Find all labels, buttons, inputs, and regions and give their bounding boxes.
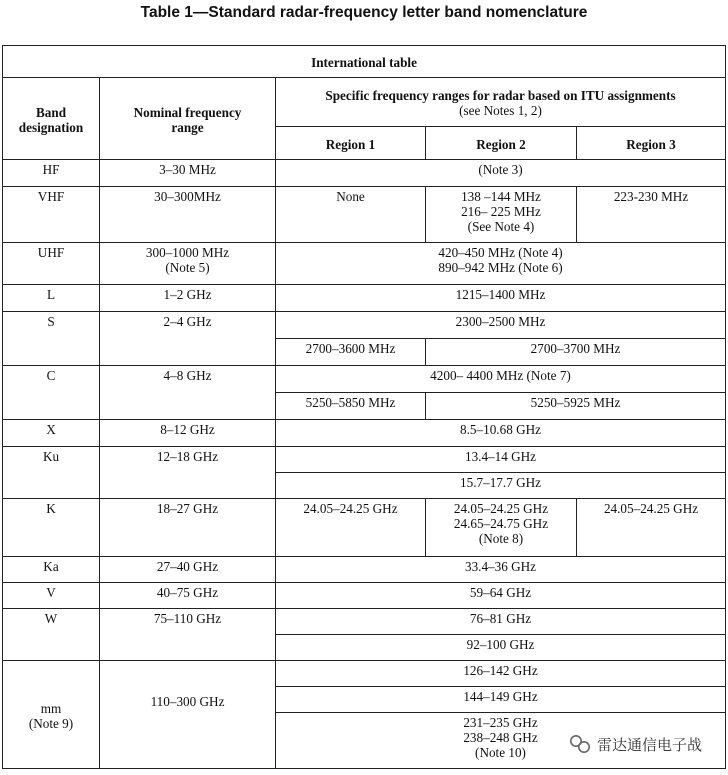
band-cell: VHF [3, 187, 100, 243]
region-1-cell: 2700–3600 MHz [276, 339, 426, 366]
nominal-cell: 75–110 GHz [100, 609, 276, 661]
region-2-header: Region 2 [426, 127, 577, 160]
band-cell: V [3, 583, 100, 609]
nominal-cell: 2–4 GHz [100, 312, 276, 366]
nominal-cell: 8–12 GHz [100, 420, 276, 447]
nominal-cell: 18–27 GHz [100, 499, 276, 557]
watermark [565, 731, 706, 757]
region-2-3-cell: 2700–3700 MHz [426, 339, 726, 366]
band-cell: X [3, 420, 100, 447]
spec-cell: 76–81 GHz [276, 609, 726, 635]
spec-cell: 13.4–14 GHz [276, 447, 726, 473]
nominal-range-header: Nominal frequency range [100, 78, 276, 160]
region-3-header: Region 3 [577, 127, 726, 160]
band-cell: Ku [3, 447, 100, 499]
nominal-cell: 27–40 GHz [100, 557, 276, 583]
spec-cell: (Note 3) [276, 160, 726, 187]
band-cell: HF [3, 160, 100, 187]
region-1-cell: None [276, 187, 426, 243]
spec-cell: 8.5–10.68 GHz [276, 420, 726, 447]
band-cell: UHF [3, 243, 100, 285]
region-1-cell: 24.05–24.25 GHz [276, 499, 426, 557]
band-cell: Ka [3, 557, 100, 583]
nominal-cell: 30–300MHz [100, 187, 276, 243]
table-row [3, 499, 726, 557]
spec-cell: 231–235 GHz 238–248 GHz (Note 10) [276, 713, 726, 769]
spec-cell: 2300–2500 MHz [276, 312, 726, 339]
spec-cell: 1215–1400 MHz [276, 285, 726, 312]
nominal-cell: 3–30 MHz [100, 160, 276, 187]
spec-cell: 33.4–36 GHz [276, 557, 726, 583]
nominal-cell: 1–2 GHz [100, 285, 276, 312]
table-row [3, 187, 726, 243]
band-cell: W [3, 609, 100, 661]
band-designation-header: Band designation [3, 78, 100, 160]
nominal-cell: 12–18 GHz [100, 447, 276, 499]
nominal-cell: 300–1000 MHz (Note 5) [100, 243, 276, 285]
specific-ranges-header: Specific frequency ranges for radar based on ITU assignments (see Notes 1, 2) [276, 78, 726, 127]
table-row [3, 609, 726, 635]
band-cell: mm (Note 9) [3, 661, 100, 769]
table-title: Table 1—Standard radar-frequency letter band nomenclature [140, 4, 588, 21]
international-table-header: International table [3, 46, 726, 78]
table-row [3, 583, 726, 609]
nominal-cell: 40–75 GHz [100, 583, 276, 609]
region-2-cell: 138 –144 MHz 216– 225 MHz (See Note 4) [426, 187, 577, 243]
spec-cell: 420–450 MHz (Note 4) 890–942 MHz (Note 6) [276, 243, 726, 285]
watermark-text: 雷达通信电子战 [596, 735, 702, 754]
region-1-cell: 5250–5850 MHz [276, 393, 426, 420]
table-row [3, 447, 726, 473]
table-row [3, 661, 726, 687]
nominal-cell: 4–8 GHz [100, 366, 276, 420]
region-1-header: Region 1 [276, 127, 426, 160]
nominal-cell: 110–300 GHz [100, 661, 276, 769]
table-row [3, 557, 726, 583]
band-cell: S [3, 312, 100, 366]
band-cell: C [3, 366, 100, 420]
table-row [3, 243, 726, 285]
radar-band-table [2, 45, 726, 769]
region-2-3-cell: 5250–5925 MHz [426, 393, 726, 420]
table-row [3, 420, 726, 447]
table-row [3, 366, 726, 393]
table-row [3, 312, 726, 339]
wechat-channel-icon [569, 734, 591, 754]
spec-cell: 59–64 GHz [276, 583, 726, 609]
spec-cell: 15.7–17.7 GHz [276, 473, 726, 499]
table-row [3, 160, 726, 187]
spec-cell: 126–142 GHz [276, 661, 726, 687]
region-2-cell: 24.05–24.25 GHz 24.65–24.75 GHz (Note 8) [426, 499, 577, 557]
region-3-cell: 223-230 MHz [577, 187, 726, 243]
spec-cell: 144–149 GHz [276, 687, 726, 713]
band-cell: L [3, 285, 100, 312]
table-row [3, 285, 726, 312]
band-cell: K [3, 499, 100, 557]
spec-cell: 4200– 4400 MHz (Note 7) [276, 366, 726, 393]
spec-cell: 92–100 GHz [276, 635, 726, 661]
region-3-cell: 24.05–24.25 GHz [577, 499, 726, 557]
